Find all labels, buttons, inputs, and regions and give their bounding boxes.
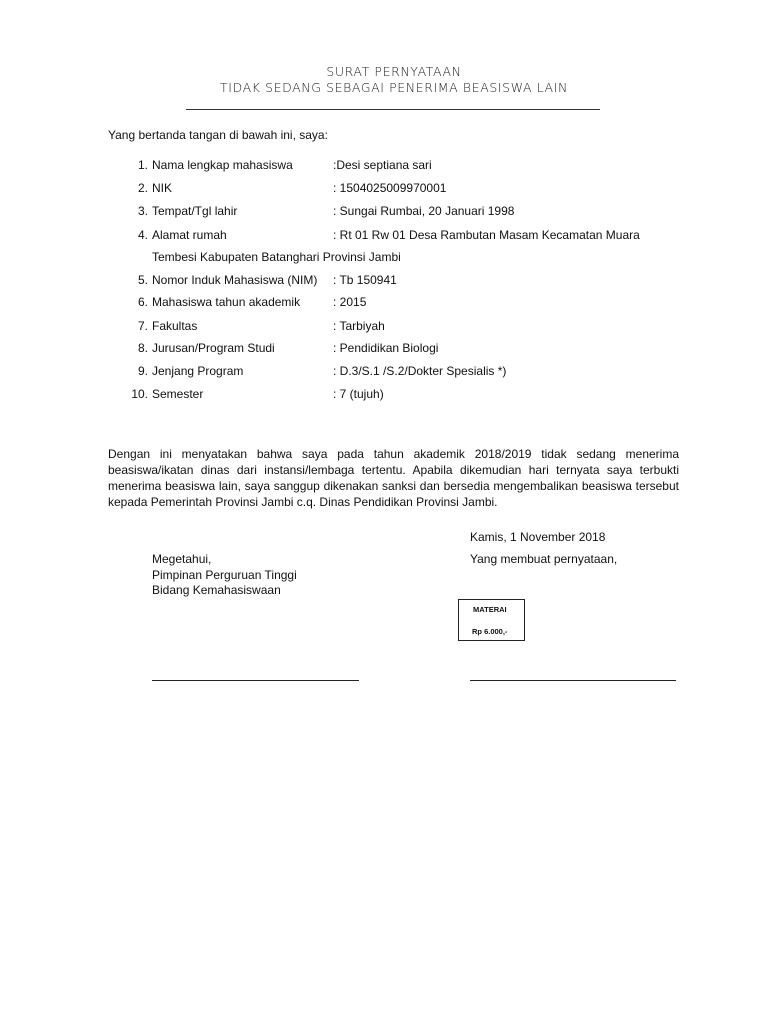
field-label-academic-year: Mahasiswa tahun akademik [152,295,301,309]
field-label-address: Alamat rumah [152,228,227,242]
field-value-program-level: : D.3/S.1 /S.2/Dokter Spesialis *) [333,364,507,378]
field-number: 6. [137,295,148,309]
declarant-label: Yang membuat pernyataan, [470,552,618,566]
field-value-name: :Desi septiana sari [333,158,432,172]
document-title: SURAT PERNYATAAN [326,64,462,79]
stamp-title: MATERAI [473,605,507,614]
field-value-birth: : Sungai Rumbai, 20 Januari 1998 [333,204,515,218]
field-value-study-program: : Pendidikan Biologi [333,341,439,355]
field-number: 2. [137,181,148,195]
field-number: 9. [137,364,148,378]
statement-paragraph: Dengan ini menyatakan bahwa saya pada tahun akademik 2018/2019 tidak sedang menerima beasiswa/ikatan dinas dari instansi/lembaga tertentu. Apabila dikemudian hari ternyata saya terbukti menerima beasiswa lain, saya sanggup dikenakan sanksi dan bersedia mengembalikan beasiswa tersebut kepada Pemerintah Provinsi Jambi c.q. Dinas Pendidikan Provinsi Jambi. [108,447,679,509]
field-label-study-program: Jurusan/Program Studi [152,341,275,355]
field-value-nik: : 1504025009970001 [333,181,447,195]
field-number: 3. [137,204,148,218]
field-number: 10. [131,387,148,401]
field-label-nim: Nomor Induk Mahasiswa (NIM) [152,273,318,287]
revenue-stamp-box [458,599,525,641]
intro-text: Yang bertanda tangan di bawah ini, saya: [108,128,328,142]
field-value-address-continuation: Tembesi Kabupaten Batanghari Provinsi Jambi [152,250,401,264]
field-label-birth: Tempat/Tgl lahir [152,204,238,218]
field-value-nim: : Tb 150941 [333,273,397,287]
field-value-semester: : 7 (tujuh) [333,387,384,401]
field-label-name: Nama lengkap mahasiswa [152,158,293,172]
right-signature-line [470,680,676,681]
student-affairs-label: Bidang Kemahasiswaan [152,583,281,597]
field-number: 7. [137,319,148,333]
field-label-faculty: Fakultas [152,319,198,333]
stamp-price: Rp 6.000,- [472,627,508,636]
document-subtitle: TIDAK SEDANG SEBAGAI PENERIMA BEASISWA LAIN [220,80,568,95]
left-signature-line [152,680,359,681]
field-label-semester: Semester [152,387,204,401]
field-number: 4. [137,228,148,242]
field-label-program-level: Jenjang Program [152,364,244,378]
title-underline [186,109,600,110]
field-label-nik: NIK [152,181,173,195]
field-number: 8. [137,341,148,355]
field-value-academic-year: : 2015 [333,295,367,309]
field-value-address: : Rt 01 Rw 01 Desa Rambutan Masam Kecamatan Muara [333,228,640,242]
field-number: 5. [137,273,148,287]
acknowledged-label: Megetahui, [152,552,212,566]
signature-date: Kamis, 1 November 2018 [470,530,606,544]
institution-leader-label: Pimpinan Perguruan Tinggi [152,568,297,582]
field-number: 1. [137,158,148,172]
field-value-faculty: : Tarbiyah [333,319,385,333]
